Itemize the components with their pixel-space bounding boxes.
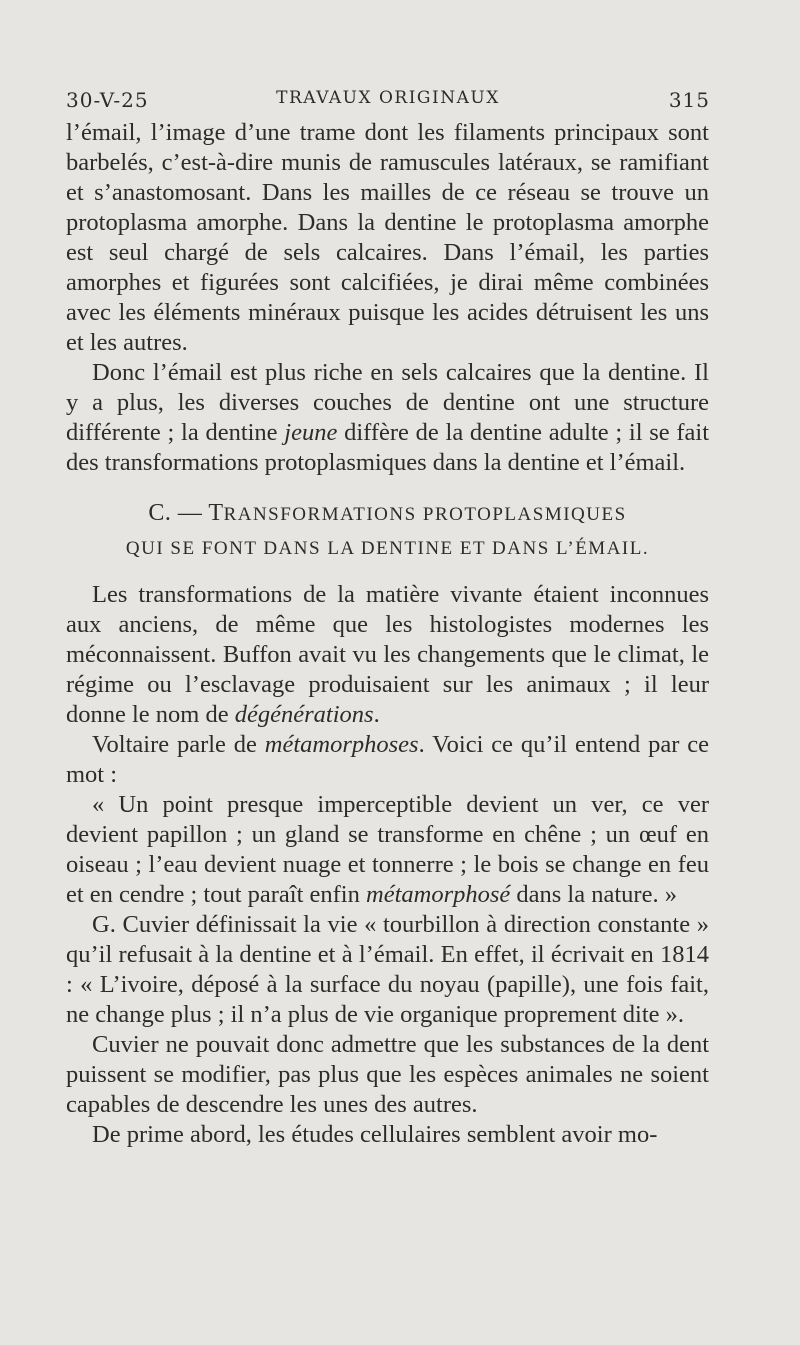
running-header xyxy=(66,88,710,114)
paragraph: Donc l’émail est plus riche en sels calcaires que la dentine. Il y a plus, les diverses couches de dentine ont une structure différente ; la dentine jeune diffère de la dentine adulte ; il se fait des transformations protoplasmiques dans la dentine et l’émail. xyxy=(66,359,710,476)
paragraph: De prime abord, les études cellulaires semblent avoir mo- xyxy=(92,1121,658,1148)
header-title: TRAVAUX ORIGINAUX xyxy=(276,88,500,108)
paragraph: l’émail, l’image d’une trame dont les filaments principaux sont barbelés, c’est-à-dire munis de ramuscules latéraux, se ramifiant et s’anastomosant. Dans les mailles de ce réseau se trouve un protoplasma amorphe. Dans la dentine le protoplasma amorphe est seul chargé de sels calcaires. Dans l’émail, les parties amorphes et figurées sont calcifiées, je dirai même combinées avec les éléments minéraux puisque les acides détruisent les uns et les autres. xyxy=(66,119,709,356)
paragraph: Cuvier ne pouvait donc admettre que les substances de la dent puissent se modifier, pas plus que les espèces animales ne soient capables de descendre les unes des autres. xyxy=(66,1031,709,1118)
page-body xyxy=(66,118,709,1150)
paragraph: Voltaire parle de métamorphoses. Voici ce qu’il entend par ce mot : xyxy=(66,731,709,788)
paragraph: Les transformations de la matière vivante étaient inconnues aux anciens, de même que les histologistes modernes les méconnaissent. Buffon avait vu les changements que le climat, le régime ou l’esclavage produisaient sur les animaux ; il leur donne le nom de dégénérations. xyxy=(66,581,709,728)
section-heading xyxy=(66,496,709,566)
quotation: « Un point presque imperceptible devient un ver, ce ver devient papillon ; un gland se transforme en chêne ; un œuf en oiseau ; l’eau devient nuage et tonnerre ; le bois se change en feu et en cendre ; tout paraît enfin métamorphosé dans la nature. » xyxy=(66,791,709,908)
section-heading-line-1: C. — TRANSFORMATIONS PROTOPLASMIQUES xyxy=(148,500,627,526)
page-number: 315 xyxy=(668,88,710,112)
paragraph: G. Cuvier définissait la vie « tourbillon à direction constante » qu’il refusait à la dentine et à l’émail. En effet, il écrivait en 1814 : « L’ivoire, déposé à la surface du noyau (papille), une fois fait, ne change plus ; il n’a plus de vie organique proprement dite ». xyxy=(66,911,709,1028)
header-date: 30-V-25 xyxy=(66,88,149,112)
section-heading-line-2: QUI SE FONT DANS LA DENTINE ET DANS L’ÉMAIL. xyxy=(125,538,650,559)
